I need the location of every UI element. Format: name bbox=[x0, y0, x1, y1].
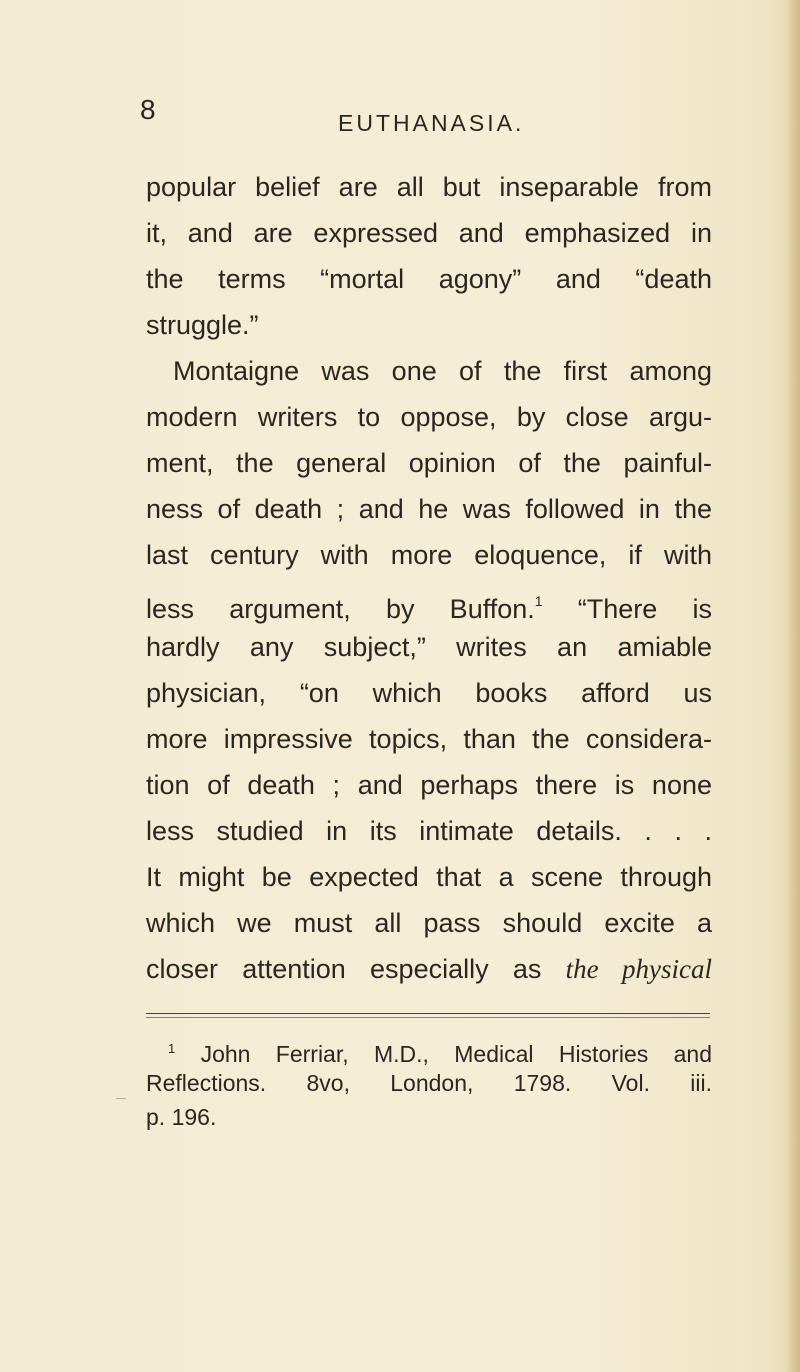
italic-phrase: the physical bbox=[565, 954, 712, 984]
body-line-6: modern writers to oppose, by close argu- bbox=[146, 402, 712, 432]
body-line-7: ment, the general opinion of the painful- bbox=[146, 448, 712, 478]
footnote-reference: 1 bbox=[534, 593, 543, 609]
body-line-3: the terms “mortal agony” and “death bbox=[146, 264, 712, 294]
body-line-18 bbox=[146, 946, 712, 992]
body-line-8: ness of death ; and he was followed in the bbox=[146, 494, 712, 524]
body-line-17: which we must all pass should excite a bbox=[146, 908, 712, 938]
running-head: EUTHANASIA. bbox=[338, 110, 525, 136]
footnote-line-3: p. 196. bbox=[146, 1104, 217, 1130]
body-line-4: struggle.” bbox=[146, 310, 259, 340]
body-line-13: more impressive topics, than the considera- bbox=[146, 724, 712, 754]
margin-mark bbox=[116, 1098, 126, 1099]
body-line-9: last century with more eloquence, if with bbox=[146, 540, 712, 570]
body-line-12: physician, “on which books afford us bbox=[146, 678, 712, 708]
body-line-10-text: less argument, by Buffon. bbox=[146, 594, 535, 624]
body-line-15: less studied in its intimate details. . . . bbox=[146, 816, 712, 846]
body-line-18-text: closer attention especially as bbox=[146, 954, 542, 984]
footnote bbox=[146, 1032, 712, 1134]
body-line-10-spacer bbox=[543, 594, 578, 624]
body-line-10 bbox=[146, 578, 712, 624]
footnote-line-1 bbox=[146, 1032, 712, 1066]
body-line-14: tion of death ; and perhaps there is none bbox=[146, 770, 712, 800]
page-edge-shadow bbox=[786, 0, 800, 1372]
page-header bbox=[0, 94, 800, 150]
footnote-line-1-text: John Ferriar, M.D., Medical Histories and bbox=[200, 1041, 712, 1067]
footnote-rule bbox=[146, 1013, 710, 1014]
footnote-rule-inner bbox=[146, 1017, 710, 1018]
body-line-16: It might be expected that a scene through bbox=[146, 862, 712, 892]
footnote-line-2: Reflections. 8vo, London, 1798. Vol. iii. bbox=[146, 1070, 712, 1096]
body-text bbox=[146, 164, 712, 992]
body-line-2: it, and are expressed and emphasized in bbox=[146, 218, 712, 248]
footnote-marker: 1 bbox=[168, 1041, 176, 1056]
page-number: 8 bbox=[140, 94, 157, 125]
body-line-5: Montaigne was one of the first among bbox=[173, 356, 712, 386]
body-line-10-quote: “There is bbox=[577, 594, 712, 624]
body-line-11: hardly any subject,” writes an amiable bbox=[146, 632, 712, 662]
body-line-1: popular belief are all but inseparable from bbox=[146, 172, 712, 202]
